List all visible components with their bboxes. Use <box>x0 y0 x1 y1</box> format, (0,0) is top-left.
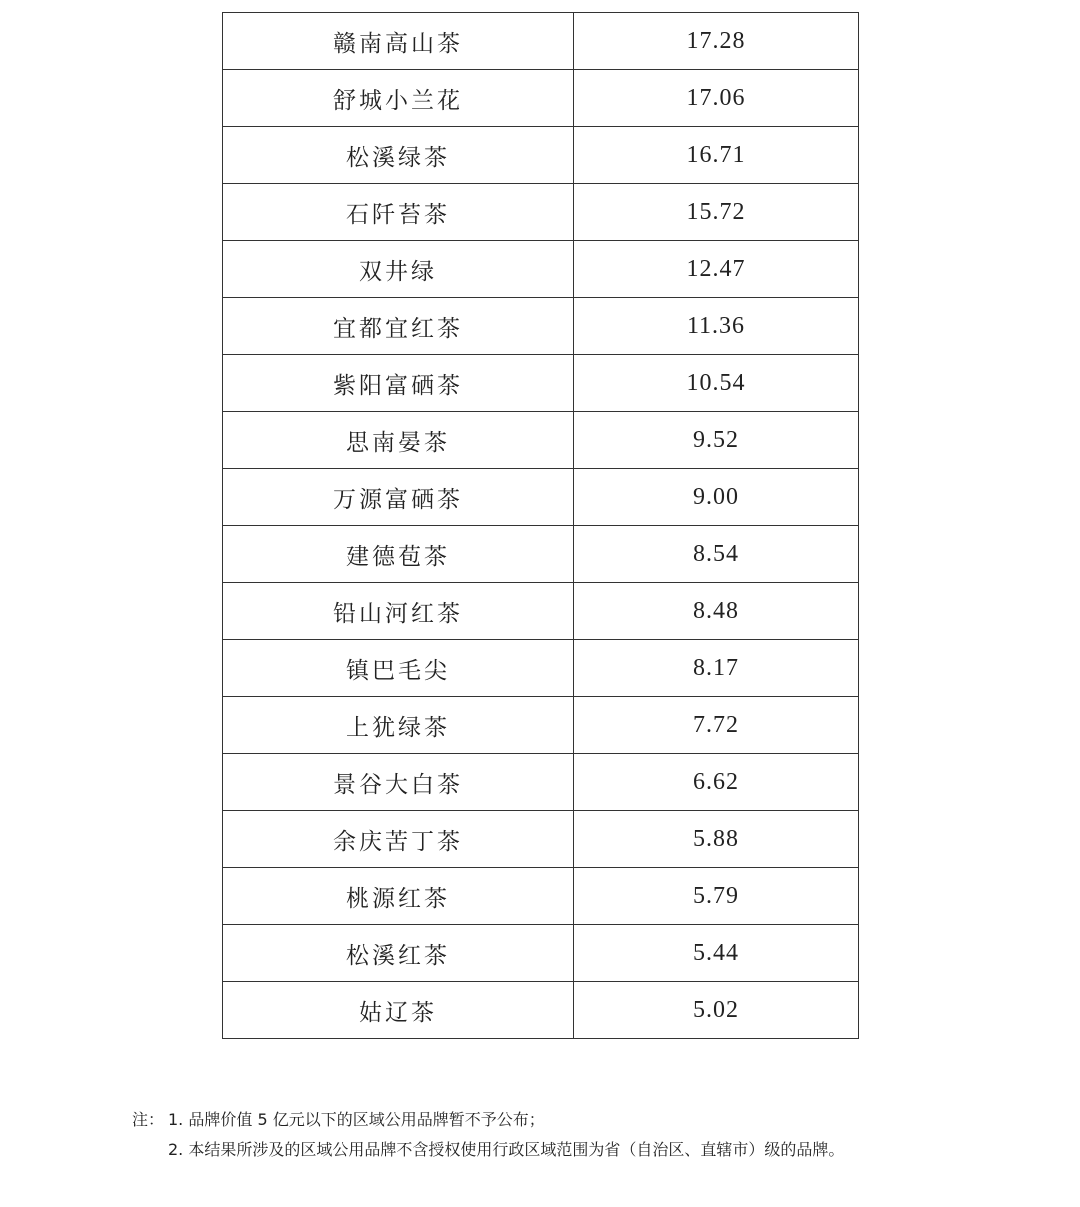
brand-value-cell: 5.44 <box>574 925 859 982</box>
table-body <box>223 13 859 1039</box>
footnote-text-2: 2. 本结果所涉及的区域公用品牌不含授权使用行政区域范围为省（自治区、直辖市）级的品牌。 <box>168 1140 845 1159</box>
table-row <box>223 583 859 640</box>
brand-name-cell: 建德苞茶 <box>223 526 574 583</box>
table-row <box>223 640 859 697</box>
footnote-prefix: 注： <box>132 1110 165 1129</box>
brand-value-cell: 6.62 <box>574 754 859 811</box>
brand-name-cell: 上犹绿茶 <box>223 697 574 754</box>
table-row <box>223 754 859 811</box>
footnote-line-2 <box>132 1135 844 1165</box>
brand-name-cell: 景谷大白茶 <box>223 754 574 811</box>
table-row <box>223 355 859 412</box>
brand-value-cell: 5.02 <box>574 982 859 1039</box>
footnotes <box>132 1105 844 1165</box>
table-row <box>223 925 859 982</box>
brand-name-cell: 松溪红茶 <box>223 925 574 982</box>
brand-value-cell: 7.72 <box>574 697 859 754</box>
table-row <box>223 70 859 127</box>
brand-value-cell: 12.47 <box>574 241 859 298</box>
brand-value-cell: 8.54 <box>574 526 859 583</box>
brand-name-cell: 双井绿 <box>223 241 574 298</box>
table-row <box>223 697 859 754</box>
brand-value-cell: 8.48 <box>574 583 859 640</box>
brand-value-cell: 15.72 <box>574 184 859 241</box>
brand-name-cell: 思南晏茶 <box>223 412 574 469</box>
brand-name-cell: 松溪绿茶 <box>223 127 574 184</box>
brand-value-cell: 8.17 <box>574 640 859 697</box>
table-row <box>223 412 859 469</box>
brand-name-cell: 余庆苦丁茶 <box>223 811 574 868</box>
brand-value-cell: 11.36 <box>574 298 859 355</box>
brand-name-cell: 桃源红茶 <box>223 868 574 925</box>
brand-name-cell: 赣南高山茶 <box>223 13 574 70</box>
brand-value-cell: 10.54 <box>574 355 859 412</box>
brand-name-cell: 石阡苔茶 <box>223 184 574 241</box>
table-row <box>223 469 859 526</box>
brand-value-cell: 9.52 <box>574 412 859 469</box>
table-row <box>223 868 859 925</box>
brand-name-cell: 万源富硒茶 <box>223 469 574 526</box>
brand-value-cell: 5.79 <box>574 868 859 925</box>
brand-value-cell: 16.71 <box>574 127 859 184</box>
brand-name-cell: 姑辽茶 <box>223 982 574 1039</box>
table-row <box>223 298 859 355</box>
brand-value-cell: 5.88 <box>574 811 859 868</box>
brand-value-cell: 17.06 <box>574 70 859 127</box>
footnote-text-1: 1. 品牌价值 5 亿元以下的区域公用品牌暂不予公布； <box>168 1110 545 1129</box>
brand-name-cell: 铅山河红茶 <box>223 583 574 640</box>
table-row <box>223 811 859 868</box>
table-row <box>223 184 859 241</box>
brand-value-table <box>222 12 859 1039</box>
brand-value-cell: 17.28 <box>574 13 859 70</box>
brand-name-cell: 镇巴毛尖 <box>223 640 574 697</box>
table-row <box>223 13 859 70</box>
footnote-line-1 <box>132 1105 844 1135</box>
table-row <box>223 982 859 1039</box>
table-row <box>223 526 859 583</box>
brand-value-cell: 9.00 <box>574 469 859 526</box>
brand-name-cell: 紫阳富硒茶 <box>223 355 574 412</box>
brand-name-cell: 宜都宜红茶 <box>223 298 574 355</box>
table-row <box>223 127 859 184</box>
brand-value-table-container <box>222 12 858 1039</box>
table-row <box>223 241 859 298</box>
brand-name-cell: 舒城小兰花 <box>223 70 574 127</box>
